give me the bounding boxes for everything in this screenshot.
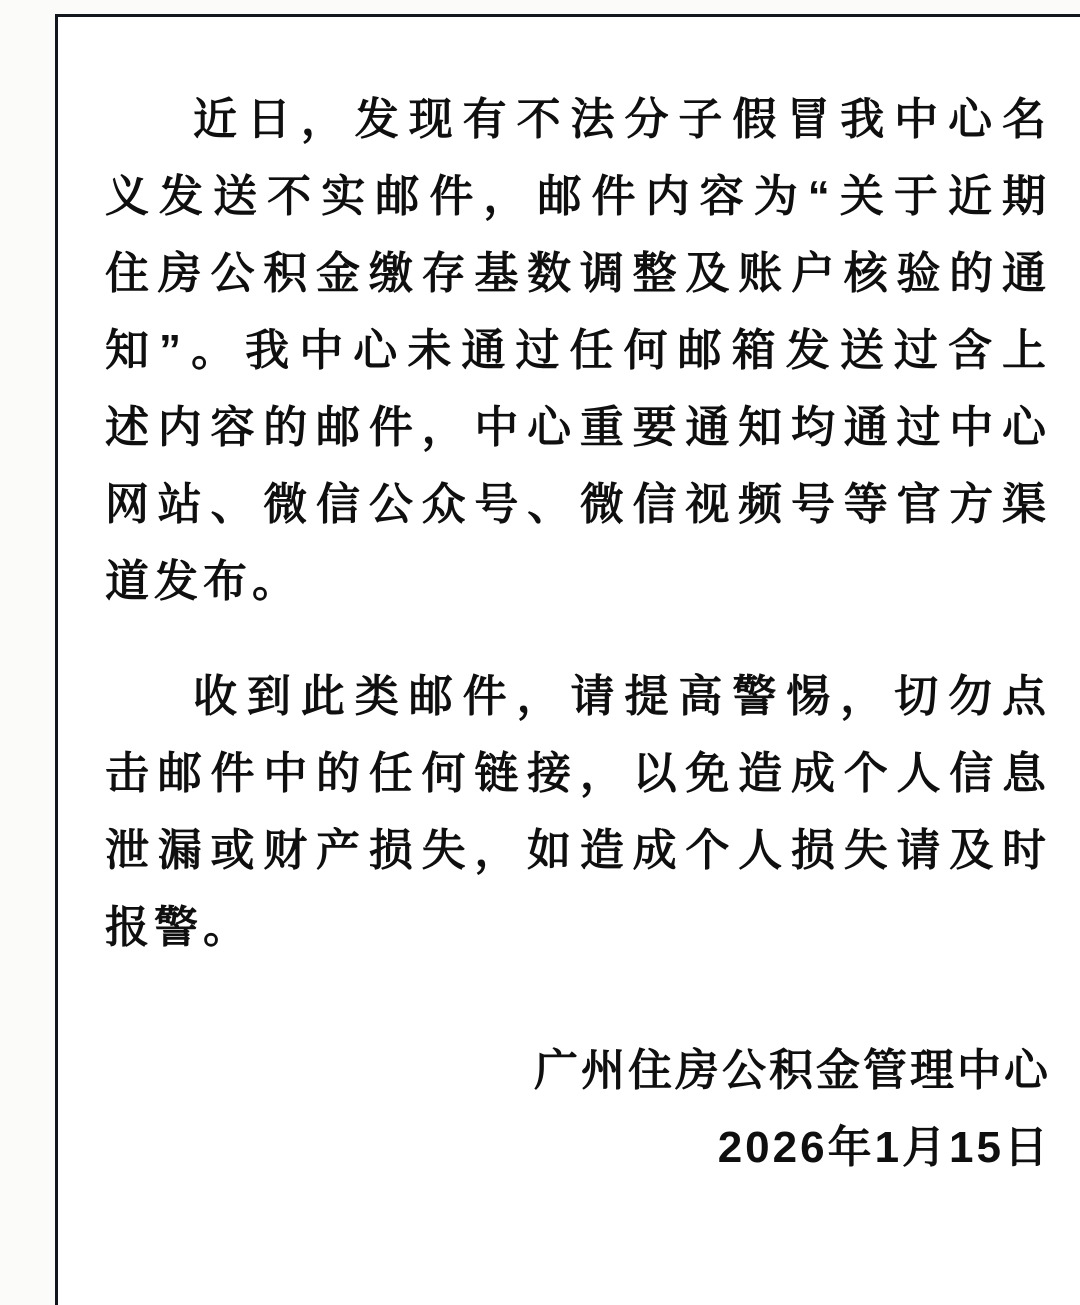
notice-line: 泄漏或财产损失，如造成个人损失请及时 (105, 826, 1051, 875)
notice-line: 道发布。 (105, 557, 301, 606)
notice-line: 网站、微信公众号、微信视频号等官方渠 (105, 480, 1051, 529)
notice-body (105, 81, 1051, 966)
signature-organization: 广州住房公积金管理中心 (534, 1046, 1051, 1095)
notice-line: 报警。 (105, 903, 252, 952)
signature-date: 2026年1月15日 (717, 1123, 1051, 1172)
notice-paragraph (105, 658, 1051, 966)
signature-block (105, 1032, 1051, 1186)
notice-line: 住房公积金缴存基数调整及账户核验的通 (105, 249, 1051, 298)
notice-line: 近日，发现有不法分子假冒我中心名 (193, 95, 1051, 144)
notice-line: 义发送不实邮件，邮件内容为“关于近期 (105, 172, 1051, 221)
notice-line: 述内容的邮件，中心重要通知均通过中心 (105, 403, 1051, 452)
notice-card (55, 14, 1080, 1305)
notice-line: 击邮件中的任何链接，以免造成个人信息 (105, 749, 1051, 798)
notice-line: 知”。我中心未通过任何邮箱发送过含上 (105, 326, 1051, 375)
notice-paragraph (105, 81, 1051, 620)
notice-line: 收到此类邮件，请提高警惕，切勿点 (193, 672, 1051, 721)
